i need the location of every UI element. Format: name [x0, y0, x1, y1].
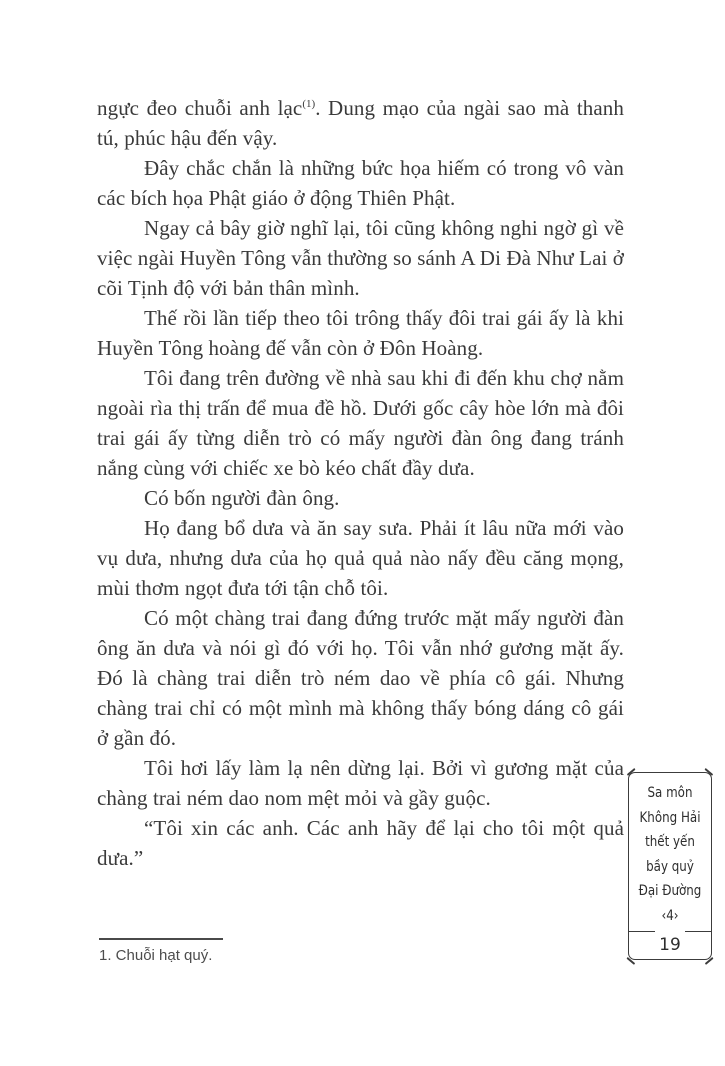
book-title-line: Không Hải [639, 809, 701, 826]
title-sidebar [628, 772, 712, 960]
book-title-line: bầy quỷ [646, 858, 694, 875]
page-number: 19 [659, 935, 681, 955]
book-title-line: Sa môn [647, 785, 693, 801]
paragraph: Họ đang bổ dưa và ăn say sưa. Phải ít lâu nữa mới vào vụ dưa, nhưng dưa của họ quả quả nào nấy đều căng mọng, mùi thơm ngọt đưa tới tận chỗ tôi. [97, 516, 624, 600]
book-title-line: thết yến [645, 834, 695, 851]
paragraph [97, 93, 624, 153]
paragraph: Ngay cả bây giờ nghĩ lại, tôi cũng không nghi ngờ gì về việc ngài Huyền Tông vẫn thường so sánh A Di Đà Như Lai ở cõi Tịnh độ với bản thân mình. [97, 216, 624, 300]
paragraph-text: . Dung mạo của ngài sao mà thanh tú, phúc hậu đến vậy. [97, 96, 624, 150]
book-title [629, 773, 711, 931]
paragraph: Tôi hơi lấy làm lạ nên dừng lại. Bởi vì gương mặt của chàng trai ném dao nom mệt mỏi và gầy guộc. [97, 756, 624, 810]
paragraph: Có một chàng trai đang đứng trước mặt mấy người đàn ông ăn dưa và nói gì đó với họ. Tôi vẫn nhớ gương mặt ấy. Đó là chàng trai diễn trò ném dao về phía cô gái. Nhưng chàng trai chỉ có một mình mà không thấy bóng dáng cô gái ở gần đó. [97, 606, 624, 750]
footnote-marker: (1) [302, 98, 316, 110]
footnote-text: 1. Chuỗi hạt quý. [99, 946, 213, 964]
volume-number: ‹4› [661, 907, 679, 924]
book-title-line: Đại Đường [638, 883, 702, 900]
footnote [99, 938, 223, 965]
paragraph: Có bốn người đàn ông. [144, 486, 340, 510]
paragraph-text: ngực đeo chuỗi anh lạc [97, 96, 303, 120]
paragraph: Tôi đang trên đường về nhà sau khi đi đến khu chợ nằm ngoài rìa thị trấn để mua đề hồ. Dưới gốc cây hòe lớn mà đôi trai gái ấy từng diễn trò có mấy người đàn ông đang tránh nắng cùng với chiếc xe bò kéo chất đầy dưa. [97, 366, 624, 480]
paragraph: “Tôi xin các anh. Các anh hãy để lại cho tôi một quả dưa.” [97, 816, 624, 870]
footnote-rule [99, 938, 223, 940]
paragraph: Thế rồi lần tiếp theo tôi trông thấy đôi trai gái ấy là khi Huyền Tông hoàng đế vẫn còn ở Đôn Hoàng. [97, 306, 624, 360]
body-text [97, 93, 624, 873]
paragraph: Đây chắc chắn là những bức họa hiếm có trong vô vàn các bích họa Phật giáo ở động Thiên Phật. [97, 156, 624, 210]
